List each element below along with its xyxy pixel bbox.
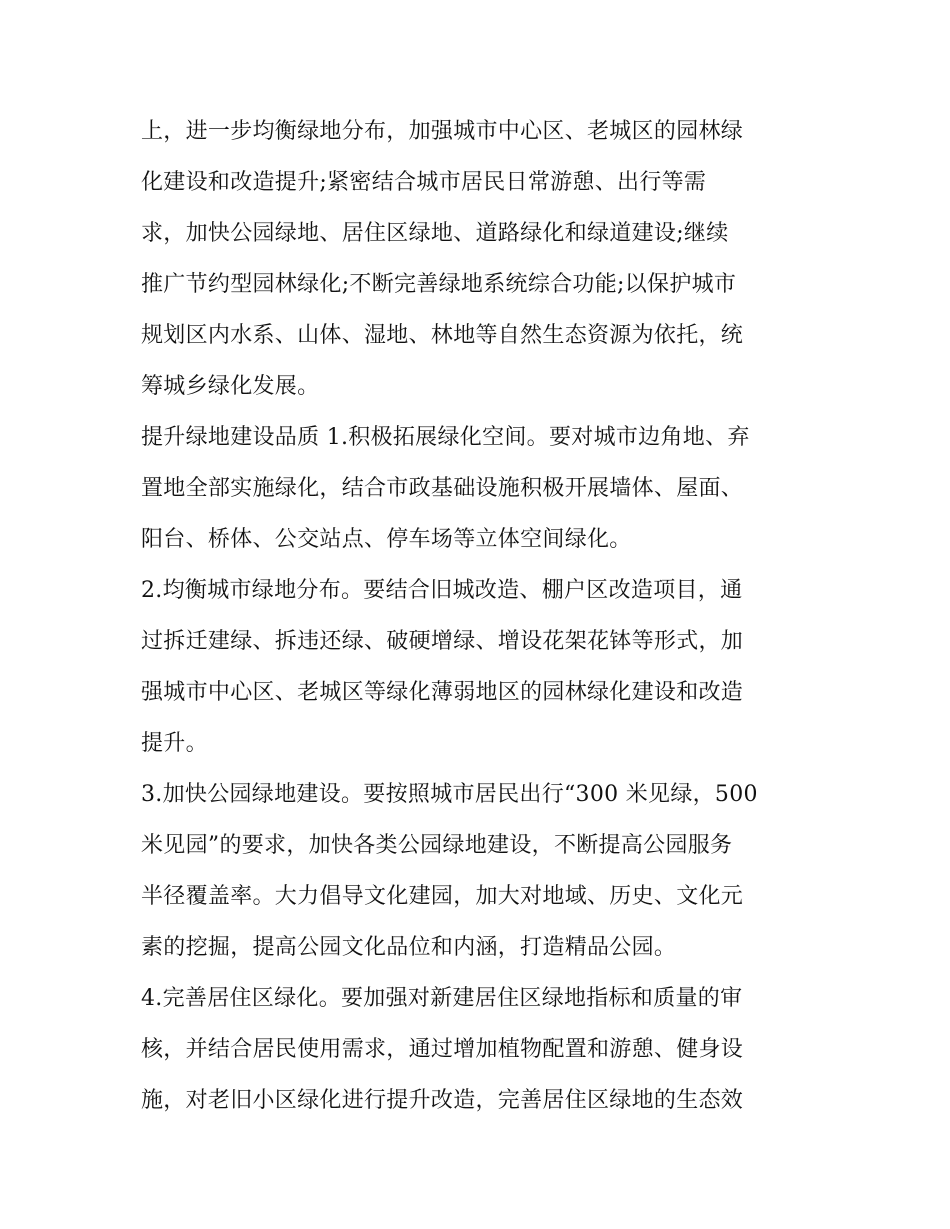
text-line: 强城市中心区、老城区等绿化薄弱地区的园林绿化建设和改造: [141, 680, 744, 705]
text-line: 2.均衡城市绿地分布。要结合旧城改造、棚户区改造项目，通: [141, 578, 743, 603]
text-line: 过拆迁建绿、拆违还绿、破硬增绿、增设花架花钵等形式，加: [141, 629, 744, 654]
text-line: 4.完善居住区绿化。要加强对新建居住区绿地指标和质量的审: [141, 986, 743, 1011]
text-line: 核，并结合居民使用需求，通过增加植物配置和游憩、健身设: [141, 1037, 744, 1062]
text-line: 求，加快公园绿地、居住区绿地、道路绿化和绿道建设;继续: [141, 221, 729, 246]
text-line: 化建设和改造提升;紧密结合城市居民日常游憩、出行等需: [141, 170, 707, 195]
text-line: 3.加快公园绿地建设。要按照城市居民出行“300 米见绿，500: [141, 782, 758, 807]
text-line: 上，进一步均衡绿地分布，加强城市中心区、老城区的园林绿: [141, 119, 744, 144]
text-line: 筹城乡绿化发展。: [141, 374, 320, 399]
document-body: [141, 106, 813, 1126]
text-line: 置地全部实施绿化，结合市政基础设施积极开展墙体、屋面、: [141, 476, 744, 501]
text-line: 规划区内水系、山体、湿地、林地等自然生态资源为依托，统: [141, 323, 744, 348]
text-line: 提升。: [141, 731, 208, 756]
text-line: 提升绿地建设品质 1.积极拓展绿化空间。要对城市边角地、弃: [141, 425, 750, 450]
text-line: 半径覆盖率。大力倡导文化建园，加大对地域、历史、文化元: [141, 884, 744, 909]
text-line: 阳台、桥体、公交站点、停车场等立体空间绿化。: [141, 527, 632, 552]
text-line: 施，对老旧小区绿化进行提升改造，完善居住区绿地的生态效: [141, 1088, 744, 1113]
text-line: 推广节约型园林绿化;不断完善绿地系统综合功能;以保护城市: [141, 272, 737, 297]
text-line: 米见园”的要求，加快各类公园绿地建设，不断提高公园服务: [141, 833, 733, 858]
text-line: 素的挖掘，提高公园文化品位和内涵，打造精品公园。: [141, 935, 677, 960]
